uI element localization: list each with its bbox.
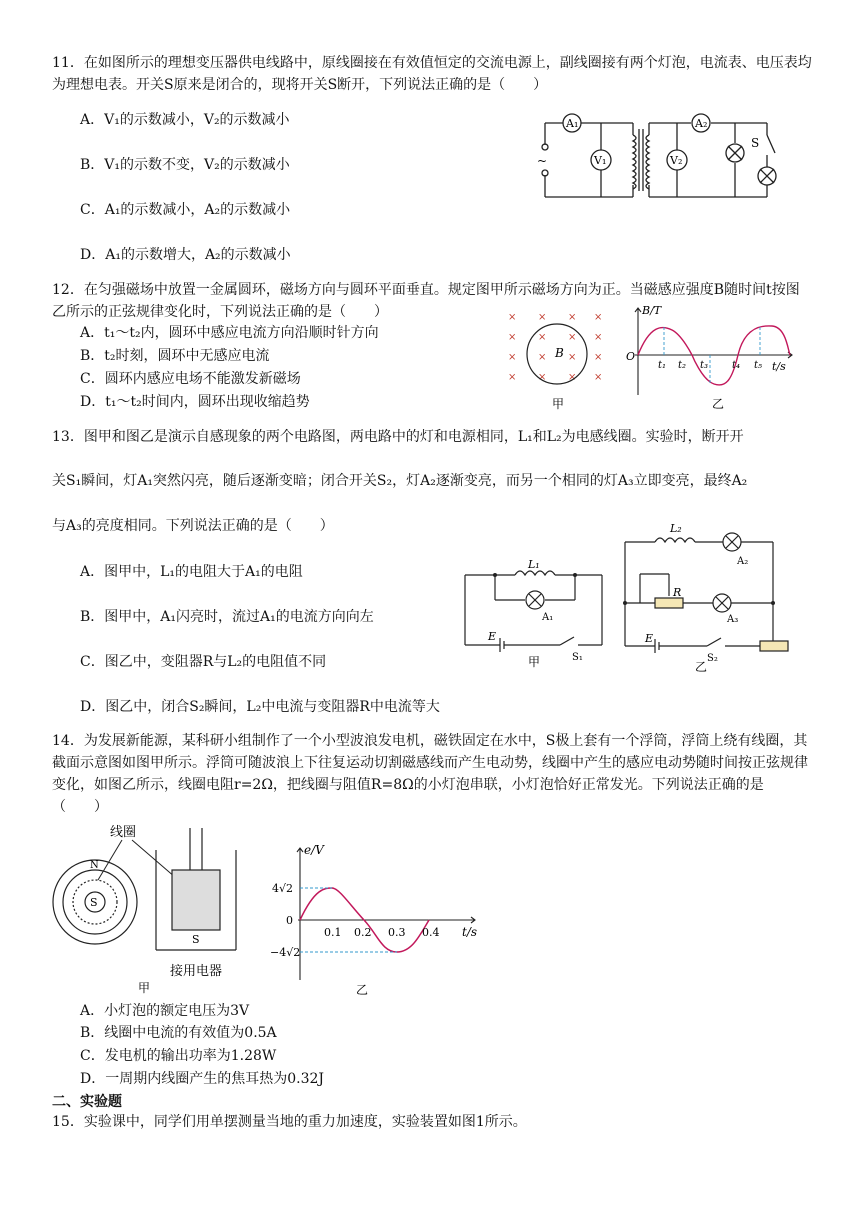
y-min-label: −4√2 [270,946,301,959]
q14-option-d: D．一周期内线圈产生的焦耳热为0.32J [80,1071,325,1087]
q12-option-c: C．圆环内感应电场不能激发新磁场 [80,371,301,387]
svg-text:×: × [538,332,547,343]
origin-label: O [626,350,636,363]
svg-text:×: × [538,352,547,363]
svg-text:×: × [508,372,517,383]
q14-generator-cross-section [50,820,250,998]
coil-label: 线圈 [110,825,137,840]
field-b-label: B [555,346,564,360]
y-axis-label: B/T [642,304,662,317]
tick-t2: t₂ [678,360,687,371]
x-axis-label: t/s [772,360,786,373]
s-pole-label-side: S [192,933,200,946]
ammeter-a2-label: A₂ [695,117,708,130]
s-pole-label: S [90,896,98,909]
svg-text:×: × [508,352,517,363]
figure-jia-caption: 甲 [552,397,565,411]
figure-jia-caption: 甲 [138,981,151,995]
tick-0-3: 0.3 [388,926,406,939]
svg-text:×: × [568,332,577,343]
svg-text:×: × [508,312,517,323]
load-connection-label: 接用电器 [170,964,223,979]
svg-text:×: × [594,372,603,383]
svg-text:×: × [594,332,603,343]
x-axis-label: t/s [462,925,478,939]
q11-stem: 11．在如图所示的理想变压器供电线路中，原线圈接在有效值恒定的交流电源上，副线圈接有两个灯泡，电流表、电压表均为理想电表。开关S原来是闭合的，现将开关S断开，下列说法正确的是（ ） [52,55,812,93]
origin-label: 0 [286,914,293,927]
svg-text:×: × [594,312,603,323]
q12-b-t-graph [620,300,800,412]
q13-option-c: C．图乙中，变阻器R与L₂的电阻值不同 [80,654,327,670]
q13-stem-line2: 关S₁瞬间，灯A₁突然闪亮，随后逐渐变暗；闭合开关S₂，灯A₂逐渐变亮，而另一个相同的灯A₃立即变亮，最终A₂ [52,473,748,489]
tick-0-2: 0.2 [354,926,372,939]
figure-yi-caption: 乙 [695,660,708,673]
svg-text:×: × [508,332,517,343]
q12-option-d: D．t₁～t₂时间内，圆环出现收缩趋势 [80,394,310,410]
svg-text:×: × [594,352,603,363]
q11-option-a: A．V₁的示数减小，V₂的示数减小 [80,112,290,128]
switch-s2-label: S₂ [707,653,718,664]
svg-text:×: × [538,372,547,383]
figure-yi-caption: 乙 [356,983,369,997]
y-max-label: 4√2 [272,882,294,895]
inductor-l2-label: L₂ [670,522,682,535]
lamp-a2-label: A₂ [737,556,749,567]
svg-text:×: × [538,312,547,323]
svg-text:×: × [568,372,577,383]
q14-option-c: C．发电机的输出功率为1.28W [80,1048,277,1064]
q12-stem: 12．在匀强磁场中放置一金属圆环，磁场方向与圆环平面垂直。规定图甲所示磁场方向为正。当磁感应强度B随时间t按图乙所示的正弦规律变化时，下列说法正确的是（ ） [52,282,800,320]
switch-s1-label: S₁ [572,652,583,663]
y-axis-label: e/V [304,843,324,857]
tick-t1: t₁ [658,360,667,371]
inductor-l1-label: L₁ [528,558,540,571]
ammeter-a1-label: A₁ [566,117,579,130]
lamp-a3-label: A₃ [727,614,739,625]
q13-option-d: D．图乙中，闭合S₂瞬间，L₂中电流与变阻器R中电流等大 [80,699,440,715]
q11-option-d: D．A₁的示数增大，A₂的示数减小 [80,247,291,263]
q15-stem: 15．实验课中，同学们用单摆测量当地的重力加速度，实验装置如图1所示。 [52,1114,527,1130]
voltmeter-v1-label: V₁ [594,154,607,167]
tick-0-1: 0.1 [324,926,342,939]
q13-stem-line1: 13．图甲和图乙是演示自感现象的两个电路图，两电路中的灯和电源相同，L₁和L₂为电感线圈。实验时，断开开 [52,429,744,445]
tick-t5: t₅ [754,360,763,371]
q13-option-b: B．图甲中，A₁闪亮时，流过A₁的电流方向向左 [80,609,374,625]
battery-e-label: E [645,632,654,645]
ac-source-symbol: ~ [537,154,548,168]
q13-circuit-yi [615,518,800,673]
q11-option-b: B．V₁的示数不变，V₂的示数减小 [80,157,290,173]
q13-option-a: A．图甲中，L₁的电阻大于A₁的电阻 [80,564,303,580]
q12-option-b: B．t₂时刻，圆环中无感应电流 [80,348,270,364]
svg-text:×: × [568,352,577,363]
n-pole-label: N [90,860,99,871]
rheostat-r-label: R [673,586,682,599]
q14-option-a: A．小灯泡的额定电压为3V [80,1003,250,1019]
q14-stem: 14．为发展新能源，某科研小组制作了一个小型波浪发电机，磁铁固定在水中，S极上套有一个浮筒，浮筒上绕有线圈，其截面示意图如图甲所示。浮筒可随波浪上下往复运动切割磁感线而产生电动势，线圈中产生的感应电动势随时间按正弦规律变化，如图乙所示，线圈电阻r=2Ω，把线圈与阻值R=8Ω的小灯泡串联，小灯泡恰好正常发光。下列说法正确的是（ ） [52,733,808,815]
figure-jia-caption: 甲 [528,655,541,669]
section-heading-experiment: 二、实验题 [52,1094,122,1110]
q11-option-c: C．A₁的示数减小，A₂的示数减小 [80,202,291,218]
q13-circuit-jia [460,530,610,670]
switch-s-label: S [751,136,760,150]
lamp-a1-label: A₁ [542,612,554,623]
q11-transformer-circuit [535,105,795,205]
voltmeter-v2-label: V₂ [670,154,683,167]
q12-option-a: A．t₁～t₂内，圆环中感应电流方向沿顺时针方向 [80,325,379,341]
q14-option-b: B．线圈中电流的有效值为0.5A [80,1025,277,1041]
q13-stem-line3: 与A₃的亮度相同。下列说法正确的是（ ） [52,518,334,534]
tick-0-4: 0.4 [422,926,440,939]
tick-t4: t₄ [732,360,741,371]
svg-text:×: × [568,312,577,323]
figure-yi-caption: 乙 [712,397,725,411]
tick-t3: t₃ [700,360,709,371]
q12-field-ring-figure [500,300,610,412]
q14-emf-graph [270,840,490,998]
battery-e-label: E [488,630,497,643]
